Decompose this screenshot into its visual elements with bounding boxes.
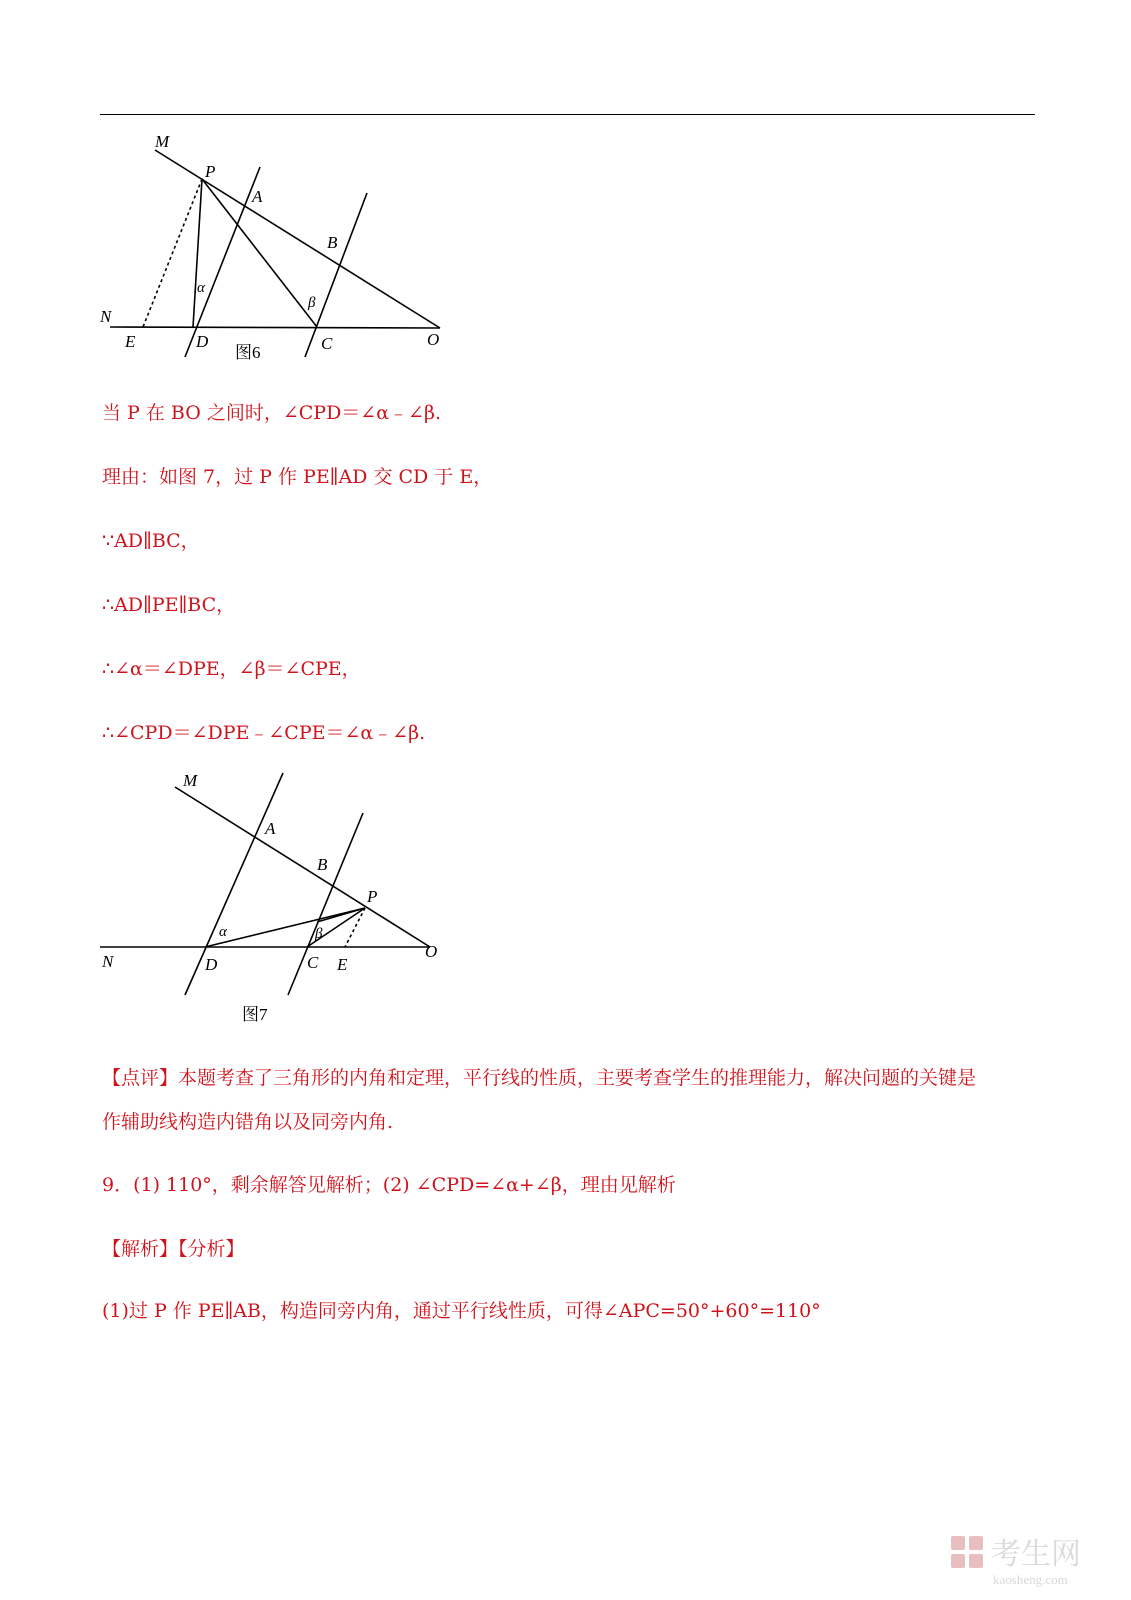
fig7-label-e: E xyxy=(337,955,348,974)
fig6-label-o: O xyxy=(427,330,440,349)
fig6-label-alpha: α xyxy=(197,280,205,296)
fig7-label-alpha: α xyxy=(219,924,227,940)
fig6-label-b: B xyxy=(327,233,338,252)
fig7-segment-bc xyxy=(317,908,365,922)
fig6-segment-pd xyxy=(193,179,202,327)
text-line-1: 当 P 在 BO 之间时，∠CPD＝∠α﹣∠β. xyxy=(102,402,442,424)
figure-7 xyxy=(95,770,455,1035)
fig6-label-n: N xyxy=(100,307,112,326)
fig6-label-p: P xyxy=(205,162,216,181)
watermark-brand: 考生网 xyxy=(991,1538,1081,1571)
fig7-label-p: P xyxy=(367,887,378,906)
fig7-label-beta: β xyxy=(315,926,323,942)
comment-line-1: 【点评】本题考查了三角形的内角和定理，平行线的性质，主要考查学生的推理能力，解决问题的关键是 xyxy=(102,1067,977,1089)
question-9-answer: 9．(1) 110°，剩余解答见解析；(2) ∠CPD=∠α+∠β，理由见解析 xyxy=(102,1174,676,1196)
fig7-label-d: D xyxy=(205,955,218,974)
analysis-heading: 【解析】【分析】 xyxy=(102,1238,245,1260)
fig6-ray-on xyxy=(110,327,440,328)
fig6-label-c: C xyxy=(321,334,333,353)
text-line-4: ∴AD∥PE∥BC， xyxy=(102,594,236,616)
fig7-label-a: A xyxy=(265,819,276,838)
fig6-label-d: D xyxy=(196,332,209,351)
fig7-line-bc xyxy=(288,813,363,995)
fig6-caption: 图6 xyxy=(235,343,261,362)
fig6-line-bc xyxy=(305,193,367,357)
watermark-logo-icon xyxy=(951,1536,983,1568)
fig7-segment-pd xyxy=(205,908,365,947)
fig6-label-m: M xyxy=(155,132,170,151)
header-rule xyxy=(100,114,1035,115)
fig6-label-e: E xyxy=(125,332,136,351)
fig7-line-ad xyxy=(185,773,283,995)
analysis-line-1: (1)过 P 作 PE∥AB，构造同旁内角，通过平行线性质，可得∠APC=50°+60°=110° xyxy=(102,1300,821,1322)
fig7-label-n: N xyxy=(102,952,114,971)
fig7-label-b: B xyxy=(317,855,328,874)
watermark xyxy=(943,1530,1113,1592)
fig7-caption: 图7 xyxy=(242,1005,268,1024)
fig6-label-beta: β xyxy=(308,295,316,311)
fig7-label-o: O xyxy=(425,942,438,961)
text-line-2: 理由：如图 7，过 P 作 PE∥AD 交 CD 于 E， xyxy=(102,466,493,488)
comment-line-2: 作辅助线构造内错角以及同旁内角. xyxy=(102,1111,394,1133)
fig6-label-a: A xyxy=(252,187,263,206)
figure-6 xyxy=(95,125,455,370)
watermark-site: kaosheng.com xyxy=(993,1572,1068,1587)
fig7-label-c: C xyxy=(307,953,319,972)
fig7-label-m: M xyxy=(183,771,198,790)
fig6-dashed-pe xyxy=(143,179,202,327)
text-line-3: ∵AD∥BC， xyxy=(102,530,200,552)
text-line-5: ∴∠α＝∠DPE，∠β＝∠CPE， xyxy=(102,658,361,680)
text-line-6: ∴∠CPD＝∠DPE﹣∠CPE＝∠α﹣∠β. xyxy=(102,722,426,744)
